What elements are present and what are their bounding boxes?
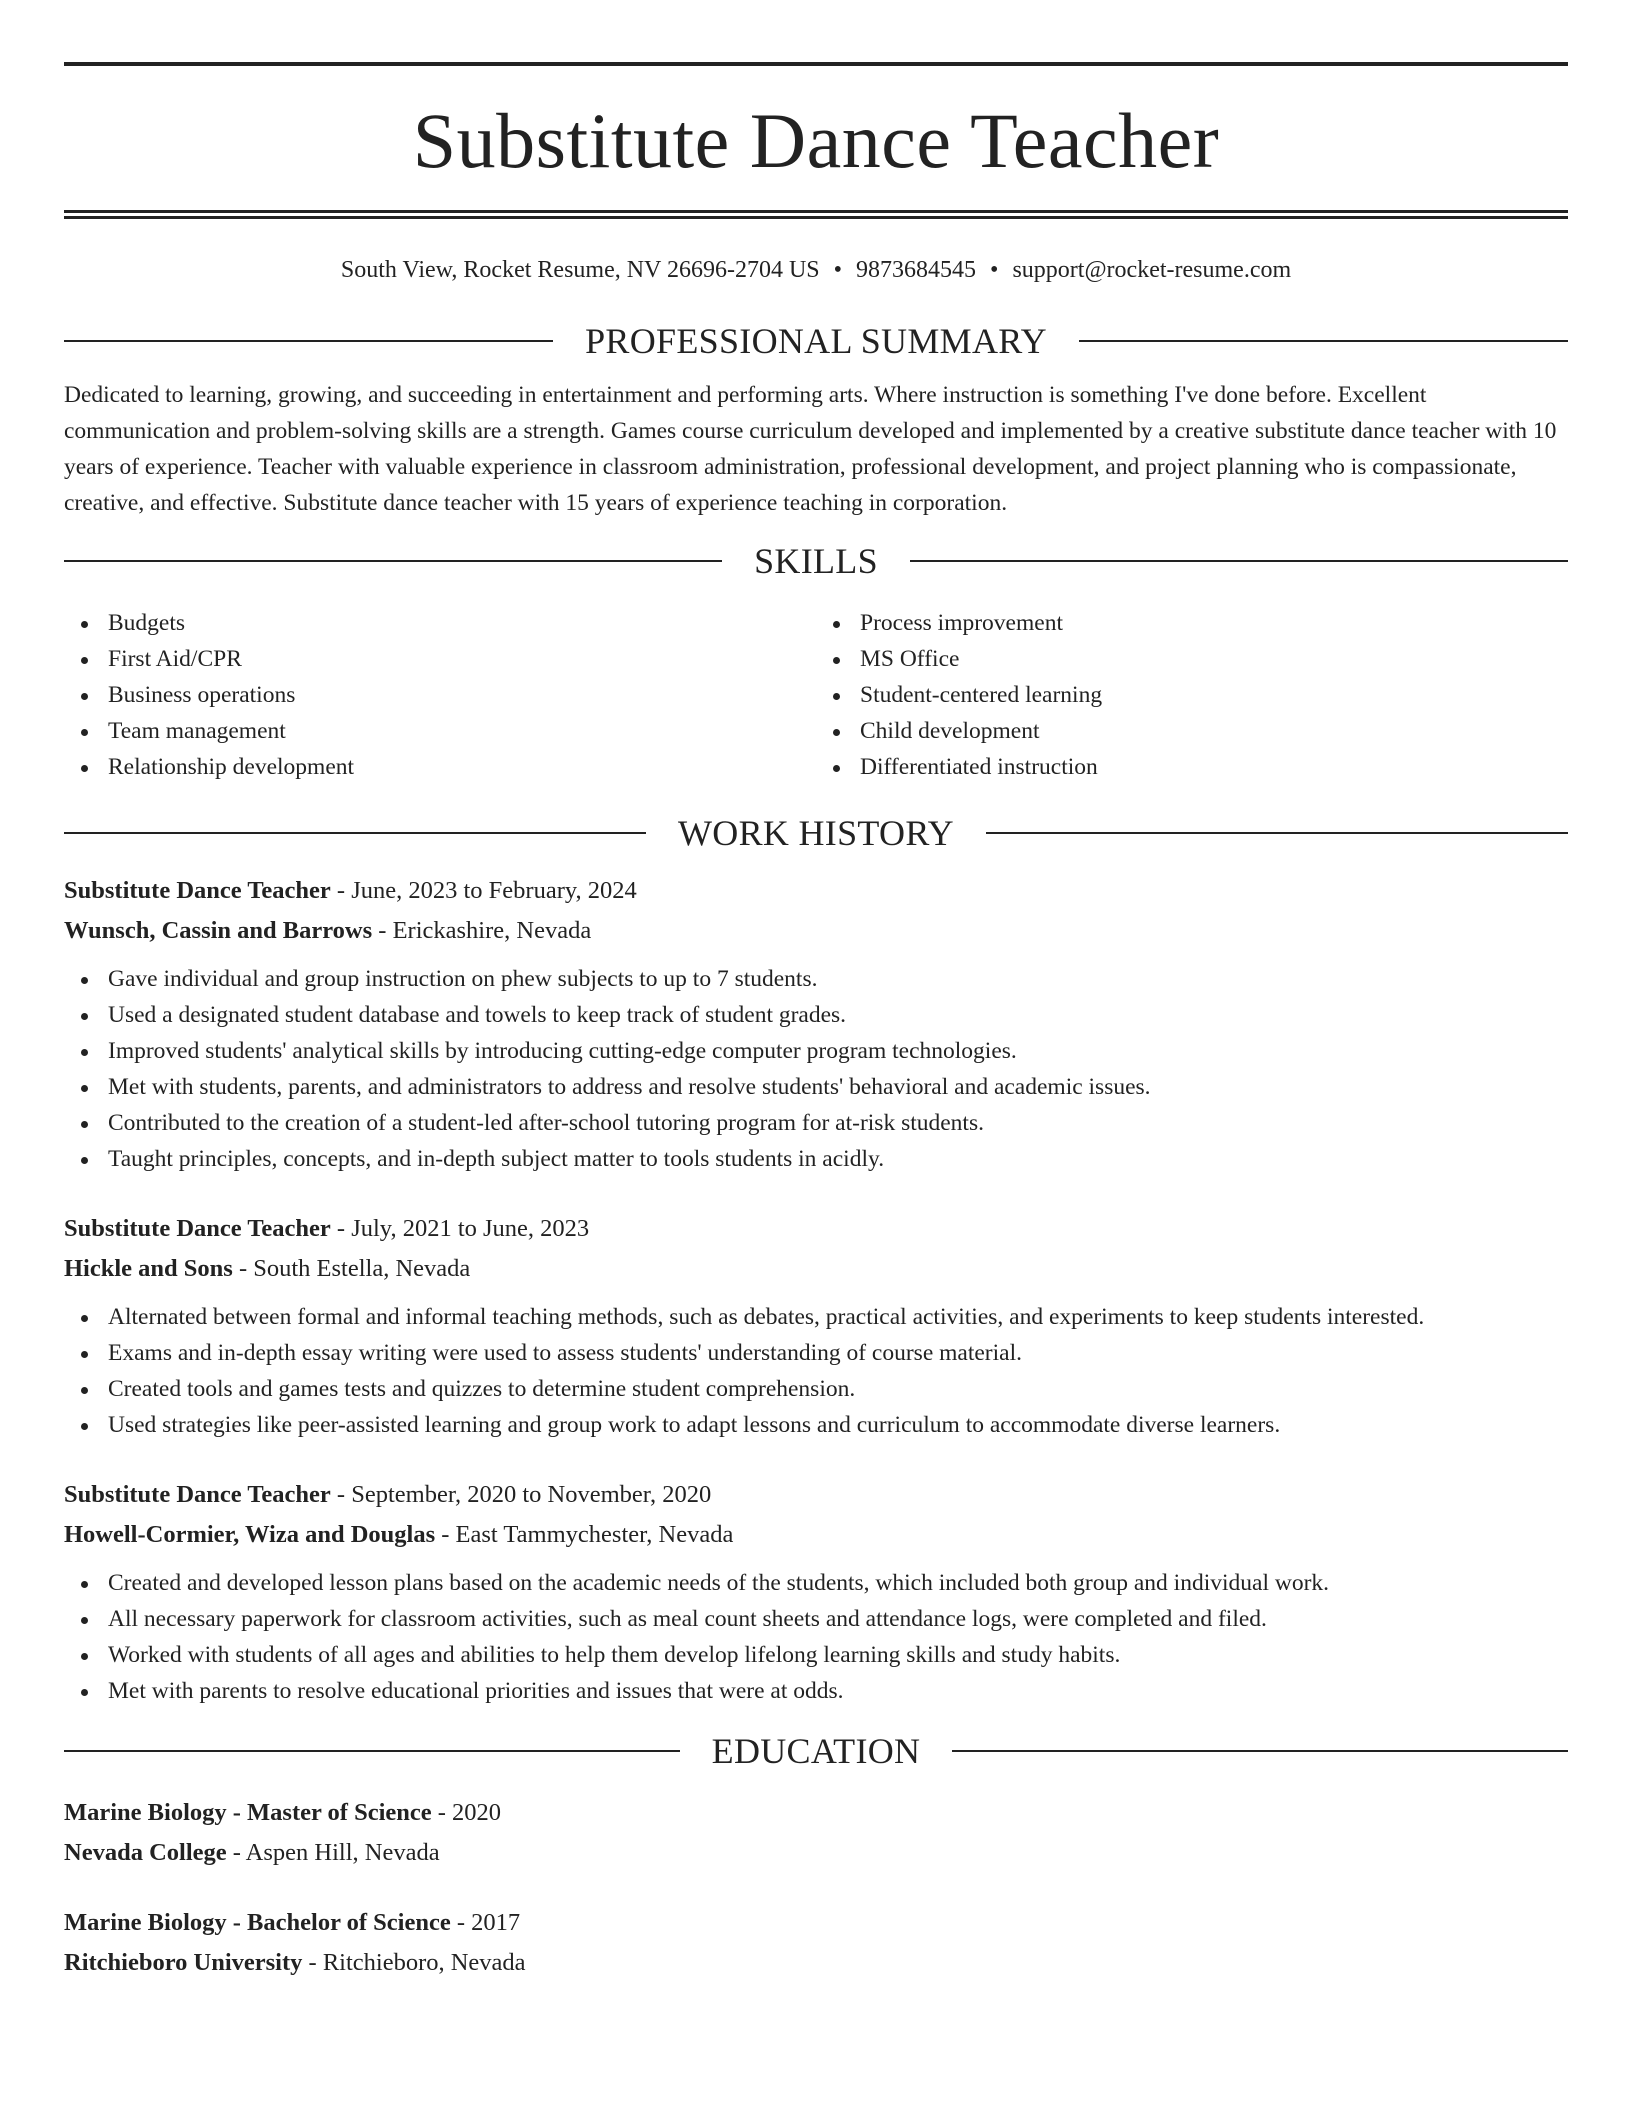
job-company: Hickle and Sons <box>64 1255 233 1282</box>
section-rule <box>64 560 722 562</box>
education-degree-line <box>64 1793 1568 1833</box>
job-entry <box>64 1475 1568 1709</box>
skills-list <box>64 605 1568 785</box>
education-year: - 2017 <box>450 1909 521 1936</box>
education-school-line <box>64 1943 1568 1983</box>
job-dates: - September, 2020 to November, 2020 <box>330 1481 712 1508</box>
job-bullet: Exams and in-depth essay writing were used to assess students' understanding of course material. <box>108 1335 1568 1371</box>
skill-item: MS Office <box>860 641 1568 677</box>
job-entry <box>64 871 1568 1177</box>
education-location: - Ritchieboro, Nevada <box>302 1949 526 1976</box>
section-rule <box>64 832 646 834</box>
education-school: Ritchieboro University <box>64 1949 303 1976</box>
section-title: WORK HISTORY <box>678 813 954 853</box>
skills-column-right <box>816 605 1568 785</box>
job-title-line <box>64 1475 1568 1515</box>
contact-phone: 9873684545 <box>856 257 977 283</box>
section-rule <box>986 832 1568 834</box>
job-title: Substitute Dance Teacher <box>64 877 331 904</box>
section-rule <box>1079 340 1568 342</box>
job-bullet: Used a designated student database and towels to keep track of student grades. <box>108 997 1568 1033</box>
job-bullet: Used strategies like peer-assisted learning and group work to adapt lessons and curriculum to accommodate diverse learners. <box>108 1407 1568 1443</box>
job-bullet: Worked with students of all ages and abilities to help them develop lifelong learning skills and study habits. <box>108 1637 1568 1673</box>
resume-page <box>64 62 1568 1983</box>
section-header-skills <box>64 543 1568 579</box>
job-bullet: Met with students, parents, and administrators to address and resolve students' behavioral and academic issues. <box>108 1069 1568 1105</box>
contact-email: support@rocket-resume.com <box>1012 257 1292 283</box>
job-company-line <box>64 1249 1568 1289</box>
resume-title: Substitute Dance Teacher <box>412 97 1220 184</box>
job-company: Howell-Cormier, Wiza and Douglas <box>64 1521 436 1548</box>
job-dates: - June, 2023 to February, 2024 <box>330 877 637 904</box>
job-bullet: Met with parents to resolve educational priorities and issues that were at odds. <box>108 1673 1568 1709</box>
education-degree: Marine Biology - Bachelor of Science <box>64 1909 451 1936</box>
job-bullets <box>64 1565 1568 1709</box>
section-header-work <box>64 815 1568 851</box>
education-degree: Marine Biology - Master of Science <box>64 1799 432 1826</box>
job-bullet: Created and developed lesson plans based on the academic needs of the students, which included both group and individual work. <box>108 1565 1568 1601</box>
contact-separator: • <box>990 257 999 283</box>
education-entry <box>64 1903 1568 1983</box>
section-rule <box>64 1750 680 1752</box>
job-bullet: Taught principles, concepts, and in-depth subject matter to tools students in acidly. <box>108 1141 1568 1177</box>
education-degree-line <box>64 1903 1568 1943</box>
job-title-line <box>64 1209 1568 1249</box>
education-school-line <box>64 1833 1568 1873</box>
summary-text: Dedicated to learning, growing, and succeeding in entertainment and performing arts. Where instruction is something I've done before. Excellent communication and problem-solving skills are a strength. Games course curriculum developed and implemented by a creative substitute dance teacher with 10 years of experience. Teacher with valuable experience in classroom administration, professional development, and project planning who is compassionate, creative, and effective. Substitute dance teacher with 15 years of experience teaching in corporation. <box>64 382 1557 516</box>
top-rule <box>64 62 1568 66</box>
job-company-line <box>64 1515 1568 1555</box>
contact-separator: • <box>833 257 843 283</box>
section-rule <box>910 560 1568 562</box>
job-bullet: Gave individual and group instruction on phew subjects to up to 7 students. <box>108 961 1568 997</box>
job-bullet: Created tools and games tests and quizzes to determine student comprehension. <box>108 1371 1568 1407</box>
job-location: - Erickashire, Nevada <box>372 917 592 944</box>
job-location: - East Tammychester, Nevada <box>435 1521 734 1548</box>
section-header-summary <box>64 323 1568 359</box>
job-bullet: Improved students' analytical skills by introducing cutting-edge computer program technologies. <box>108 1033 1568 1069</box>
skills-column-left <box>64 605 816 785</box>
skill-item: Relationship development <box>108 749 816 785</box>
education-entry <box>64 1793 1568 1873</box>
job-location: - South Estella, Nevada <box>232 1255 471 1282</box>
job-title: Substitute Dance Teacher <box>64 1481 331 1508</box>
job-title-line <box>64 871 1568 911</box>
contact-address: South View, Rocket Resume, NV 26696-2704 US <box>340 257 820 283</box>
job-title: Substitute Dance Teacher <box>64 1215 331 1242</box>
skill-item: Budgets <box>108 605 816 641</box>
skill-item: Child development <box>860 713 1568 749</box>
contact-line <box>64 255 1568 285</box>
education-location: - Aspen Hill, Nevada <box>226 1839 440 1866</box>
skill-item: Student-centered learning <box>860 677 1568 713</box>
education-school: Nevada College <box>64 1839 227 1866</box>
title-double-rule <box>64 210 1568 219</box>
section-rule <box>952 1750 1568 1752</box>
section-header-education <box>64 1733 1568 1769</box>
job-company-line <box>64 911 1568 951</box>
section-title: EDUCATION <box>711 1731 921 1771</box>
job-company: Wunsch, Cassin and Barrows <box>64 917 373 944</box>
section-title: SKILLS <box>754 541 878 581</box>
skill-item: Business operations <box>108 677 816 713</box>
job-bullet: All necessary paperwork for classroom activities, such as meal count sheets and attendance logs, were completed and filed. <box>108 1601 1568 1637</box>
skill-item: Team management <box>108 713 816 749</box>
job-bullet: Alternated between formal and informal teaching methods, such as debates, practical activities, and experiments to keep students interested. <box>108 1299 1568 1335</box>
education-year: - 2020 <box>431 1799 502 1826</box>
job-bullets <box>64 961 1568 1177</box>
job-bullets <box>64 1299 1568 1443</box>
skill-item: First Aid/CPR <box>108 641 816 677</box>
skill-item: Process improvement <box>860 605 1568 641</box>
job-bullet: Contributed to the creation of a student-led after-school tutoring program for at-risk students. <box>108 1105 1568 1141</box>
job-dates: - July, 2021 to June, 2023 <box>330 1215 590 1242</box>
job-entry <box>64 1209 1568 1443</box>
skill-item: Differentiated instruction <box>860 749 1568 785</box>
section-title: PROFESSIONAL SUMMARY <box>585 321 1047 361</box>
section-rule <box>64 340 553 342</box>
